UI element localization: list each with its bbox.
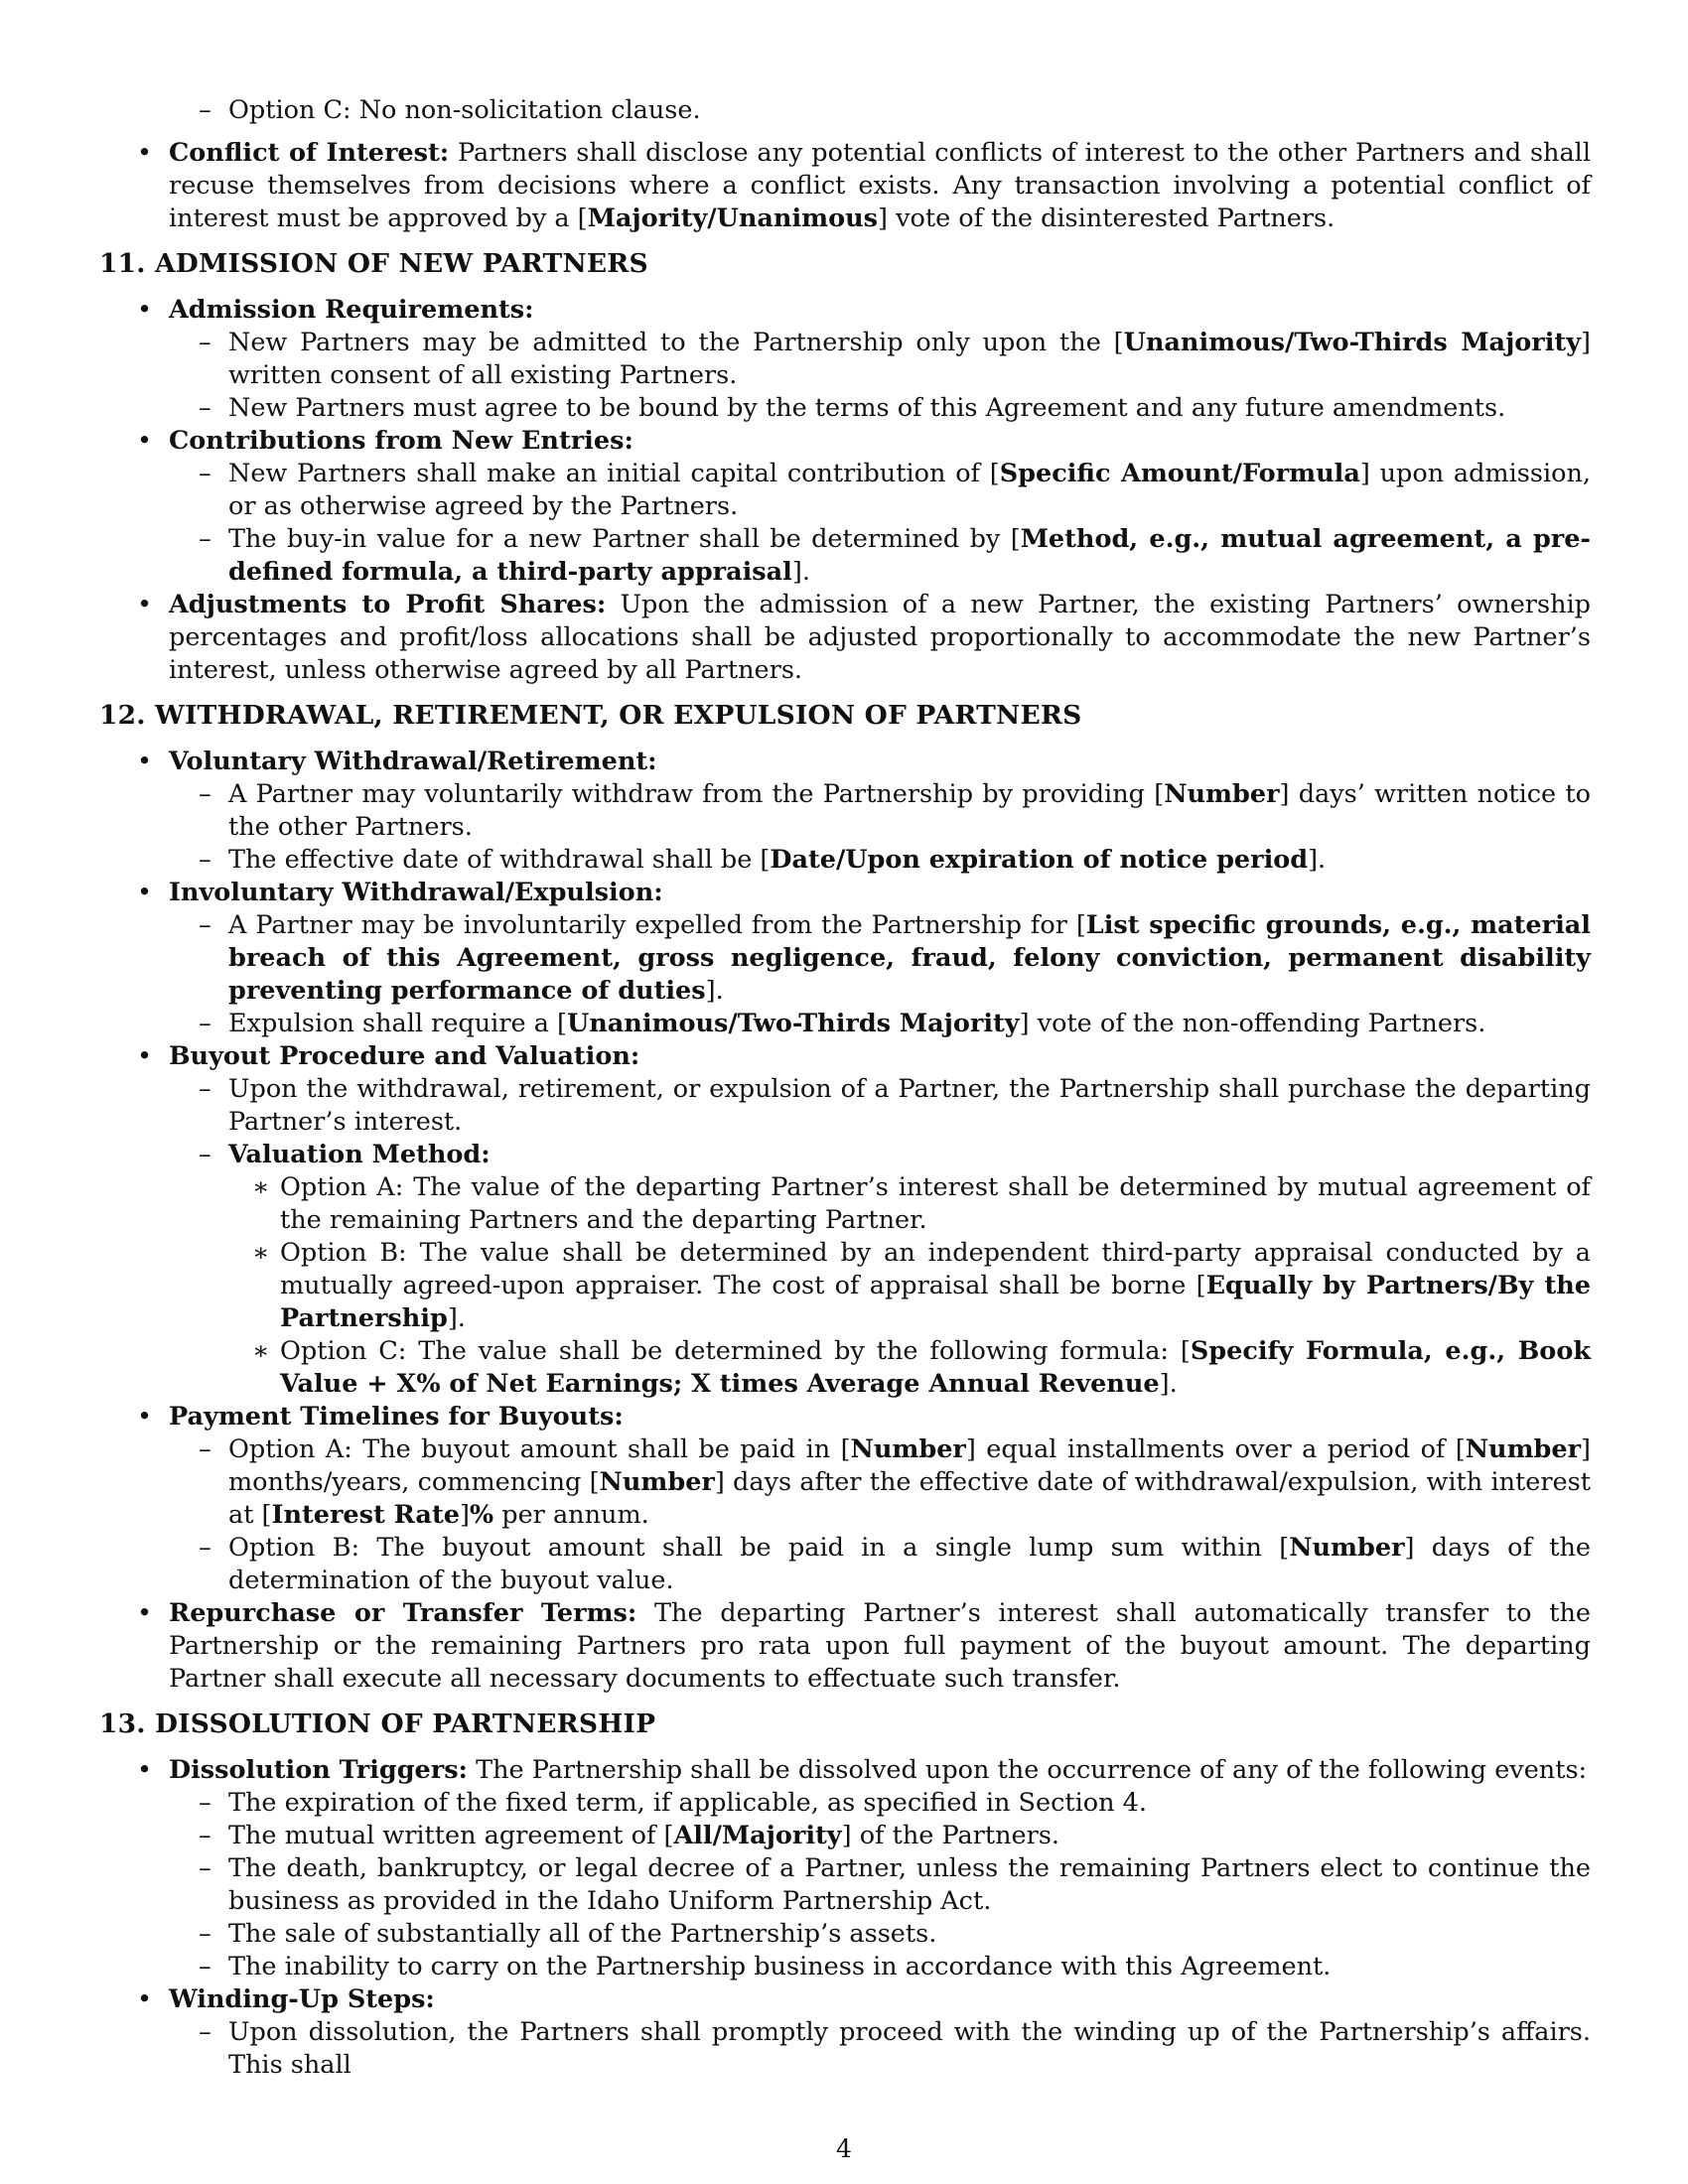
list-item: – New Partners shall make an initial capital contribution of [Specific Amount/Formula] upon admission, or as otherwise agreed by the Partners.	[169, 458, 1591, 523]
section-12-list	[99, 746, 1591, 1696]
list-item: – The death, bankruptcy, or legal decree of a Partner, unless the remaining Partners elect to continue the business as provided in the Idaho Uniform Partnership Act.	[169, 1852, 1591, 1918]
list-item: – The mutual written agreement of [All/Majority] of the Partners.	[169, 1820, 1591, 1852]
involuntary-withdrawal-item: • Involuntary Withdrawal/Expulsion: – A Partner may be involuntarily expelled from the Partnership for [List specific grounds, e.g., material breach of this Agreement, gross negligence, fraud, felony conviction, permanent disability preventing performance of duties]. – Expulsion shall require a [Unanimous/Two-Thirds Majority] vote of the non-offending Partners.	[99, 877, 1591, 1040]
section-11-list	[99, 294, 1591, 687]
list-item: – A Partner may voluntarily withdraw from the Partnership by providing [Number] days’ written notice to the other Partners.	[169, 778, 1591, 844]
voluntary-withdrawal-item: • Voluntary Withdrawal/Retirement: – A Partner may voluntarily withdraw from the Partnership by providing [Number] days’ written notice to the other Partners. – The effective date of withdrawal shall be [Date/Upon expiration of notice period].	[99, 746, 1591, 877]
section-11-heading: 11. ADMISSION OF NEW PARTNERS	[99, 248, 648, 279]
list-item: ∗ Option B: The value shall be determined by an independent third-party appraisal conducted by a mutually agreed-upon appraiser. The cost of appraisal shall be borne [Equally by Partners/By the Partnership].	[228, 1237, 1591, 1335]
list-item: – The sale of substantially all of the Partnership’s assets.	[169, 1918, 1591, 1951]
section-13-list	[99, 1754, 1591, 2082]
document-page	[99, 94, 1591, 2082]
buyout-procedure-item: • Buyout Procedure and Valuation: – Upon the withdrawal, retirement, or expulsion of a Partner, the Partnership shall purchase the departing Partner’s interest. – Valuation Method: ∗ Option A: The value of the departing Partner’s interest shall be determined by mutual agreement of the remaining Partners and the departing Partner. ∗ Option B: The value shall be determined by an independent third-party appraisal conducted by a mutually agreed-upon appraiser. The cost of appraisal shall be borne [Equally by Partners/By the Partnership]. ∗ Option C: The value shall be determined by the following formula: [Specify Formula, e.g., Book Value + X% of Net Earnings; X times Average Annual Revenue].	[99, 1040, 1591, 1401]
adjustments-item: • Adjustments to Profit Shares: Upon the admission of a new Partner, the existing Partners’ ownership percentages and profit/loss allocations shall be adjusted proportionally to accommodate the new Partner’s interest, unless otherwise agreed by all Partners.	[99, 589, 1591, 687]
contributions-item: • Contributions from New Entries: – New Partners shall make an initial capital contribution of [Specific Amount/Formula] upon admission, or as otherwise agreed by the Partners. – The buy-in value for a new Partner shall be determined by [Method, e.g., mutual agreement, a pre-defined formula, a third-party appraisal].	[99, 425, 1591, 589]
continued-option-list	[99, 94, 1591, 127]
list-item: – Upon the withdrawal, retirement, or expulsion of a Partner, the Partnership shall purchase the departing Partner’s interest.	[169, 1073, 1591, 1139]
list-item: – Expulsion shall require a [Unanimous/Two-Thirds Majority] vote of the non-offending Partners.	[169, 1008, 1591, 1040]
valuation-method-item: – Valuation Method: ∗ Option A: The value of the departing Partner’s interest shall be determined by mutual agreement of the remaining Partners and the departing Partner. ∗ Option B: The value shall be determined by an independent third-party appraisal conducted by a mutually agreed-upon appraiser. The cost of appraisal shall be borne [Equally by Partners/By the Partnership]. ∗ Option C: The value shall be determined by the following formula: [Specify Formula, e.g., Book Value + X% of Net Earnings; X times Average Annual Revenue].	[169, 1139, 1591, 1401]
option-c-item: – Option C: No non-solicitation clause.	[169, 94, 1591, 127]
list-item: – Option B: The buyout amount shall be paid in a single lump sum within [Number] days of the determination of the buyout value.	[169, 1532, 1591, 1597]
list-item: – New Partners must agree to be bound by the terms of this Agreement and any future amendments.	[169, 392, 1591, 425]
admission-requirements-item: • Admission Requirements: – New Partners may be admitted to the Partnership only upon the [Unanimous/Two-Thirds Majority] written consent of all existing Partners. – New Partners must agree to be bound by the terms of this Agreement and any future amendments.	[99, 294, 1591, 425]
page-number: 4	[836, 2134, 852, 2163]
payment-timelines-item: • Payment Timelines for Buyouts: – Option A: The buyout amount shall be paid in [Number] equal installments over a period of [Number] months/years, commencing [Number] days after the effective date of withdrawal/expulsion, with interest at [Interest Rate]% per annum. – Option B: The buyout amount shall be paid in a single lump sum within [Number] days of the determination of the buyout value.	[99, 1401, 1591, 1597]
section-12-heading: 12. WITHDRAWAL, RETIREMENT, OR EXPULSION OF PARTNERS	[99, 700, 1082, 731]
winding-up-item: • Winding-Up Steps: – Upon dissolution, the Partners shall promptly proceed with the winding up of the Partnership’s affairs. This shall	[99, 1983, 1591, 2082]
dissolution-triggers-item: • Dissolution Triggers: The Partnership shall be dissolved upon the occurrence of any of the following events: – The expiration of the fixed term, if applicable, as specified in Section 4. – The mutual written agreement of [All/Majority] of the Partners. – The death, bankruptcy, or legal decree of a Partner, unless the remaining Partners elect to continue the business as provided in the Idaho Uniform Partnership Act. – The sale of substantially all of the Partnership’s assets. – The inability to carry on the Partnership business in accordance with this Agreement.	[99, 1754, 1591, 1983]
list-item: – Option A: The buyout amount shall be paid in [Number] equal installments over a period of [Number] months/years, commencing [Number] days after the effective date of withdrawal/expulsion, with interest at [Interest Rate]% per annum.	[169, 1433, 1591, 1532]
conflict-of-interest-item: • Conflict of Interest: Partners shall disclose any potential conflicts of interest to the other Partners and shall recuse themselves from decisions where a conflict exists. Any transaction involving a potential conflict of interest must be approved by a [Majority/Unanimous] vote of the disinterested Partners.	[99, 137, 1591, 235]
list-item: – The buy-in value for a new Partner shall be determined by [Method, e.g., mutual agreement, a pre-defined formula, a third-party appraisal].	[169, 523, 1591, 589]
list-item: – A Partner may be involuntarily expelled from the Partnership for [List specific grounds, e.g., material breach of this Agreement, gross negligence, fraud, felony conviction, permanent disability preventing performance of duties].	[169, 909, 1591, 1008]
list-item: – The expiration of the fixed term, if applicable, as specified in Section 4.	[169, 1787, 1591, 1820]
list-item: ∗ Option A: The value of the departing Partner’s interest shall be determined by mutual agreement of the remaining Partners and the departing Partner.	[228, 1171, 1591, 1237]
section-13-heading: 13. DISSOLUTION OF PARTNERSHIP	[99, 1708, 656, 1739]
list-item: – New Partners may be admitted to the Partnership only upon the [Unanimous/Two-Thirds Majority] written consent of all existing Partners.	[169, 327, 1591, 392]
repurchase-terms-item: • Repurchase or Transfer Terms: The departing Partner’s interest shall automatically transfer to the Partnership or the remaining Partners pro rata upon full payment of the buyout amount. The departing Partner shall execute all necessary documents to effectuate such transfer.	[99, 1597, 1591, 1696]
conflict-list	[99, 137, 1591, 235]
list-item: – The inability to carry on the Partnership business in accordance with this Agreement.	[169, 1951, 1591, 1983]
list-item: – Upon dissolution, the Partners shall promptly proceed with the winding up of the Partnership’s affairs. This shall	[169, 2016, 1591, 2082]
list-item: – The effective date of withdrawal shall be [Date/Upon expiration of notice period].	[169, 844, 1591, 877]
list-item: ∗ Option C: The value shall be determined by the following formula: [Specify Formula, e.g., Book Value + X% of Net Earnings; X times Average Annual Revenue].	[228, 1335, 1591, 1401]
